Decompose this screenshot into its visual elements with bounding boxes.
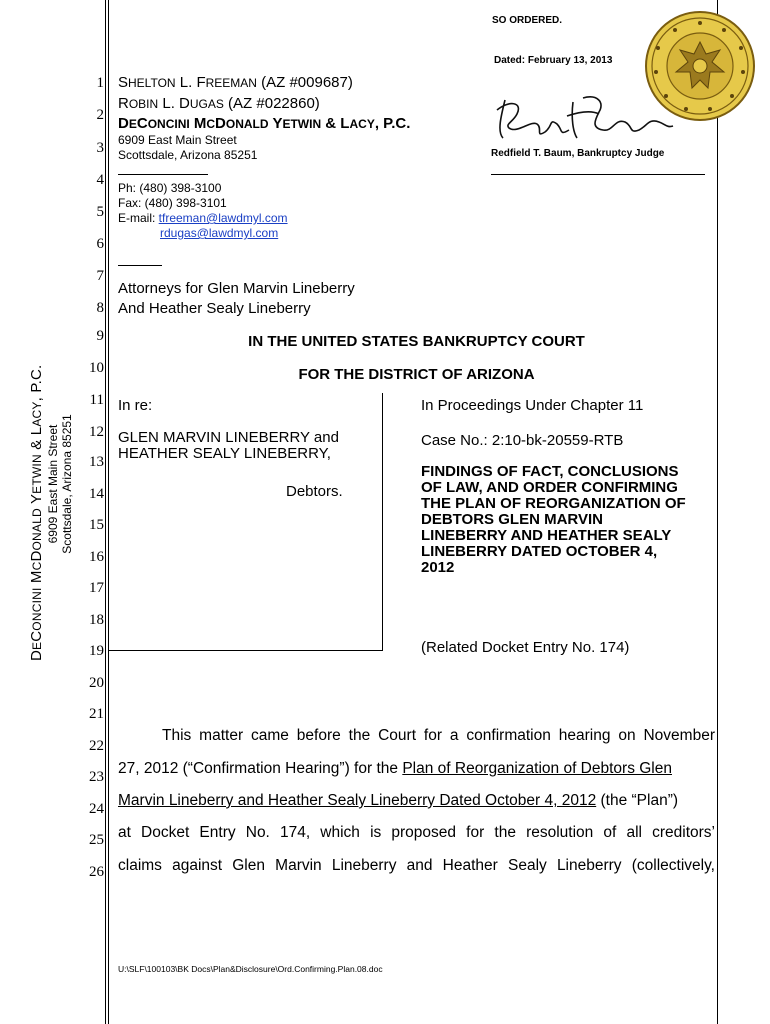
related-docket: (Related Docket Entry No. 174) — [421, 639, 630, 656]
line-number-3: 3 — [96, 140, 104, 156]
order-title-line: OF LAW, AND ORDER CONFIRMING — [421, 479, 678, 496]
debtor-names-line-2: HEATHER SEALY LINEBERRY, — [118, 445, 331, 462]
firm-email-1: E-mail: tfreeman@lawdmyl.com — [118, 211, 288, 225]
court-name: IN THE UNITED STATES BANKRUPTCY COURT — [248, 333, 585, 350]
line-number-26: 26 — [89, 864, 104, 880]
line-number-15: 15 — [89, 517, 104, 533]
court-seal — [644, 10, 756, 122]
document-path-footer: U:\SLF\100103\BK Docs\Plan&Disclosure\Ord.Confirming.Plan.08.doc — [118, 964, 383, 974]
line-number-1: 1 — [96, 75, 104, 91]
caption-horizontal-rule — [108, 650, 383, 651]
attorneys-for-line-2: And Heather Sealy Lineberry — [118, 300, 311, 317]
line-number-11: 11 — [89, 392, 104, 408]
line-number-4: 4 — [96, 172, 104, 188]
proceedings-chapter: In Proceedings Under Chapter 11 — [421, 397, 644, 414]
margin-rule-right — [717, 0, 718, 1024]
line-number-24: 24 — [89, 801, 104, 817]
order-date: Dated: February 13, 2013 — [494, 55, 613, 66]
order-title — [421, 464, 717, 576]
judge-signature-line — [491, 174, 705, 175]
attorney-2: ROBIN L. DUGAS (AZ #022860) — [118, 95, 320, 112]
line-number-7: 7 — [96, 268, 104, 284]
line-number-22: 22 — [89, 738, 104, 754]
order-title-line: 2012 — [421, 559, 455, 576]
judge-name: Redfield T. Baum, Bankruptcy Judge — [491, 148, 665, 159]
email-link-1[interactable]: tfreeman@lawdmyl.com — [158, 211, 288, 225]
firm-city: Scottsdale, Arizona 85251 — [118, 148, 258, 162]
order-title-line: THE PLAN OF REORGANIZATION OF — [421, 495, 686, 512]
vertical-firm-address: 6909 East Main Street Scottsdale, Arizona 85251 — [46, 414, 74, 554]
margin-rule-left-inner — [108, 0, 109, 1024]
line-number-19: 19 — [89, 643, 104, 659]
attorney-1: SHELTON L. FREEMAN (AZ #009687) — [118, 74, 353, 91]
firm-email-2 — [160, 226, 278, 241]
caption-vertical-rule — [382, 393, 383, 650]
line-number-23: 23 — [89, 769, 104, 785]
debtors-label: Debtors. — [286, 483, 343, 500]
email-link-2[interactable]: rdugas@lawdmyl.com — [160, 226, 279, 240]
body-line-25: at Docket Entry No. 174, which is proposed for the resolution of all creditors’ — [118, 824, 715, 841]
line-number-5: 5 — [96, 204, 104, 220]
line-number-21: 21 — [89, 706, 104, 722]
header-rule-1 — [118, 174, 208, 175]
attorneys-for-line-1: Attorneys for Glen Marvin Lineberry — [118, 280, 355, 297]
order-title-line: DEBTORS GLEN MARVIN — [421, 511, 603, 528]
body-line-22: This matter came before the Court for a confirmation hearing on November — [162, 727, 715, 744]
line-number-13: 13 — [89, 454, 104, 470]
firm-name: DECONCINI MCDONALD YETWIN & LACY, P.C. — [118, 115, 411, 132]
line-number-20: 20 — [89, 675, 104, 691]
firm-fax: Fax: (480) 398-3101 — [118, 196, 227, 210]
line-number-25: 25 — [89, 832, 104, 848]
so-ordered-label: SO ORDERED. — [492, 15, 563, 26]
line-number-9: 9 — [96, 328, 104, 344]
firm-phone: Ph: (480) 398-3100 — [118, 181, 222, 195]
margin-rule-left-outer — [105, 0, 106, 1024]
line-number-18: 18 — [89, 612, 104, 628]
firm-street: 6909 East Main Street — [118, 133, 237, 147]
line-number-10: 10 — [89, 360, 104, 376]
order-title-line: LINEBERRY AND HEATHER SEALY — [421, 527, 672, 544]
order-title-line: FINDINGS OF FACT, CONCLUSIONS — [421, 463, 679, 480]
body-line-24: Marvin Lineberry and Heather Sealy Lineberry Dated October 4, 2012 (the “Plan”) — [118, 792, 679, 809]
vertical-firm-stamp — [28, 309, 84, 661]
header-rule-2 — [118, 265, 162, 266]
line-number-12: 12 — [89, 424, 104, 440]
debtor-names-line-1: GLEN MARVIN LINEBERRY and — [118, 429, 339, 446]
line-number-14: 14 — [89, 486, 104, 502]
body-line-26: claims against Glen Marvin Lineberry and Heather Sealy Lineberry (collectively, — [118, 857, 715, 874]
line-number-6: 6 — [96, 236, 104, 252]
in-re-label: In re: — [118, 397, 153, 414]
line-number-8: 8 — [96, 300, 104, 316]
vertical-firm-name: DECONCINI MCDONALD YETWIN & LACY, P.C. — [28, 364, 45, 661]
line-number-16: 16 — [89, 549, 104, 565]
line-number-17: 17 — [89, 580, 104, 596]
body-line-23: 27, 2012 (“Confirmation Hearing”) for the Plan of Reorganization of Debtors Glen — [118, 760, 672, 777]
line-number-2: 2 — [96, 107, 104, 123]
order-title-line: LINEBERRY DATED OCTOBER 4, — [421, 543, 658, 560]
court-district: FOR THE DISTRICT OF ARIZONA — [298, 366, 535, 383]
case-number: Case No.: 2:10-bk-20559-RTB — [421, 432, 624, 449]
